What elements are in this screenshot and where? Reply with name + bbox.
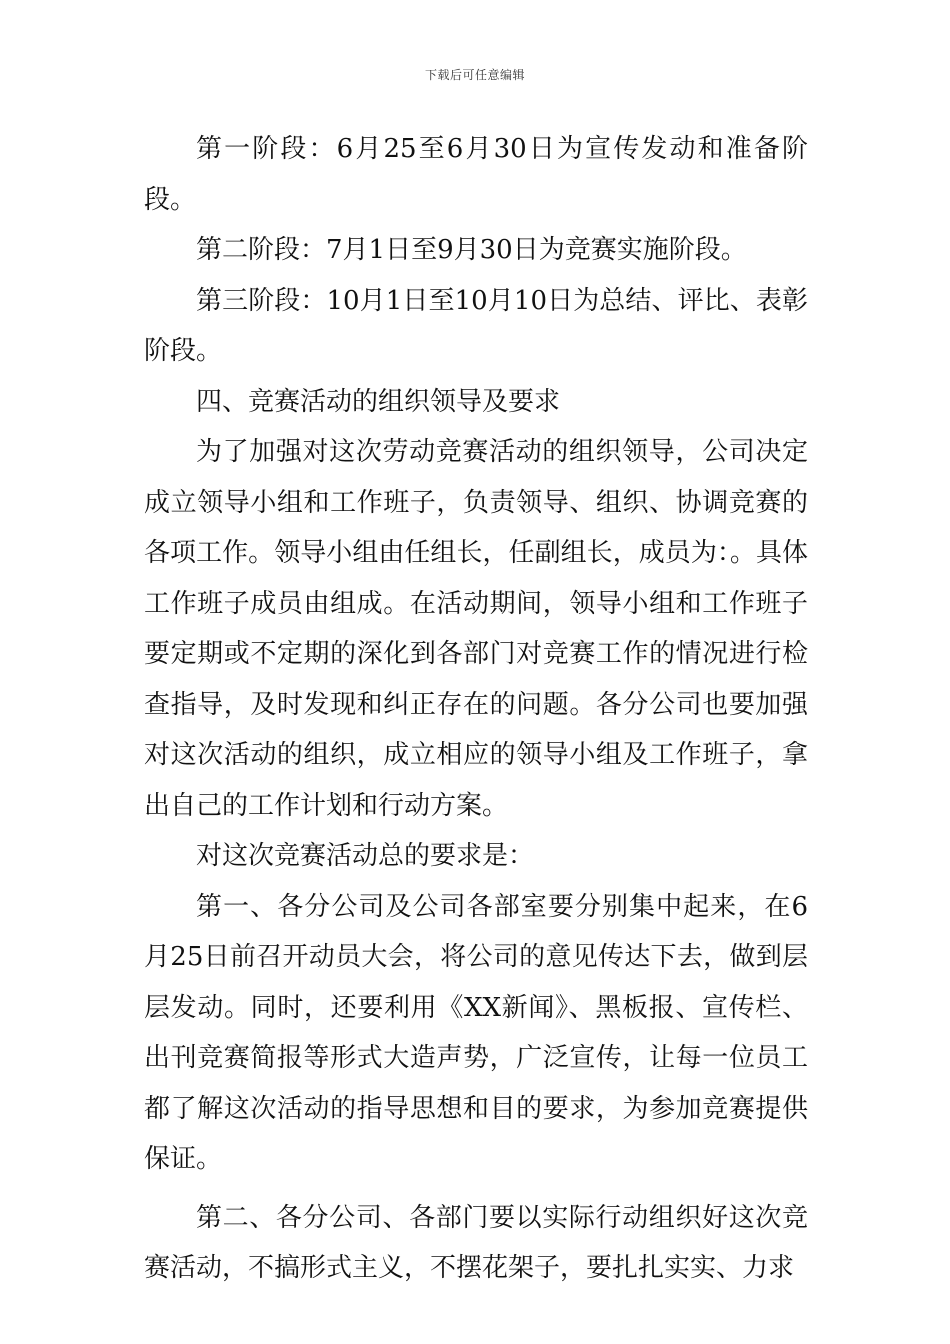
- paragraph-phase-one: 第一阶段：6月25至6月30日为宣传发动和准备阶段。: [144, 134, 808, 215]
- document-body: [144, 124, 808, 1294]
- paragraph-requirement-two: 第二、各分公司、各部门要以实际行动组织好这次竞赛活动，不搞形式主义，不摆花架子，要扎扎实实、力求: [144, 1202, 808, 1283]
- paragraph-phase-three: 第三阶段：10月1日至10月10日为总结、评比、表彰阶段。: [144, 285, 808, 366]
- section-heading-organization: 四、竞赛活动的组织领导及要求: [196, 386, 561, 417]
- paragraph-requirement-one: 第一、各分公司及公司各部室要分别集中起来，在6月25日前召开动员大会，将公司的意见传达下去，做到层层发动。同时，还要利用《XX新闻》、黑板报、宣传栏、出刊竞赛简报等形式大造声势，广泛宣传，让每一位员工都了解这次活动的指导思想和目的要求，为参加竞赛提供保证。: [144, 891, 808, 1174]
- page-header-note: 下载后可任意编辑: [424, 68, 525, 82]
- paragraph-phase-two: 第二阶段：7月1日至9月30日为竞赛实施阶段。: [196, 235, 747, 265]
- paragraph-requirements-intro: 对这次竞赛活动总的要求是：: [196, 841, 535, 871]
- paragraph-organization: 为了加强对这次劳动竞赛活动的组织领导，公司决定成立领导小组和工作班子，负责领导、组织、协调竞赛的各项工作。领导小组由任组长，任副组长，成员为：。具体工作班子成员由组成。在活动期间，领导小组和工作班子要定期或不定期的深化到各部门对竞赛工作的情况进行检查指导，及时发现和纠正存在的问题。各分公司也要加强对这次活动的组织，成立相应的领导小组及工作班子，拿出自己的工作计划和行动方案。: [144, 437, 808, 821]
